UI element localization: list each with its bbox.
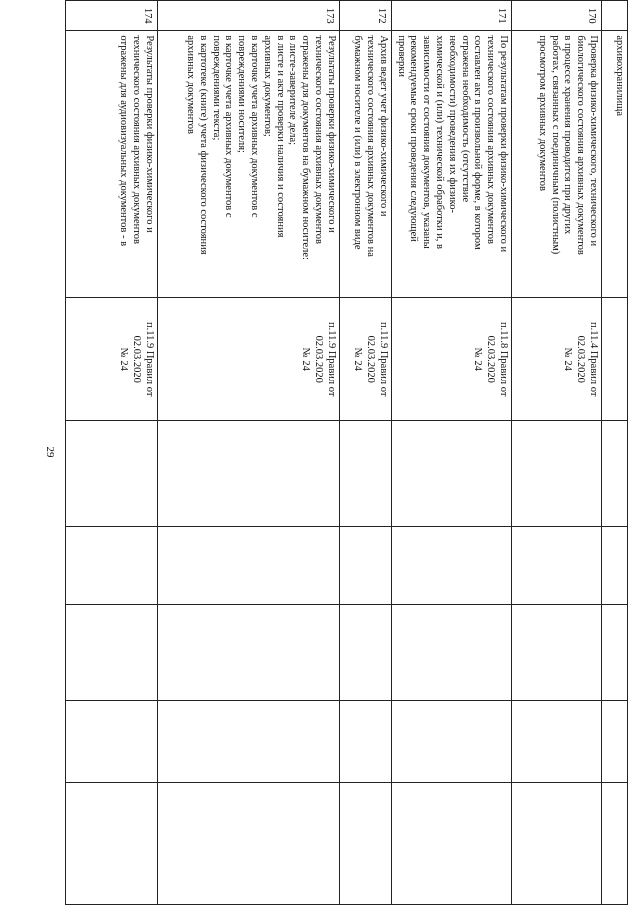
answer-cell [512, 421, 602, 527]
reference-line: № 24 [118, 347, 130, 371]
requirement-text [391, 31, 511, 298]
reference-line: п.11.9 Правил от 02.03.2020 [131, 322, 155, 397]
row-number: 174 [65, 1, 157, 31]
row-number: 172 [339, 1, 391, 31]
legal-reference [339, 298, 391, 421]
table-row [339, 1, 391, 905]
requirement-line: просмотром архивных документов [536, 35, 548, 191]
requirement-line: в процессе хранения проводится при других [562, 35, 574, 235]
reference-line: № 24 [562, 347, 574, 371]
legal-reference [391, 298, 511, 421]
row-number: 170 [512, 1, 602, 31]
reference-line: п.11.8 Правил от 02.03.2020 [485, 322, 509, 397]
requirement-line: отражены для документов на бумажном носителе: [300, 35, 312, 260]
table-row [65, 1, 157, 905]
legal-reference [512, 298, 602, 421]
checklist-table [65, 0, 628, 905]
answer-cell [339, 700, 391, 783]
requirement-line: рекомендуемые сроки проведения следующей [408, 35, 420, 242]
row-number: 171 [391, 1, 511, 31]
requirement-line: в картотеке (книге) учета физического состояния [197, 35, 209, 255]
requirement-text [157, 31, 339, 298]
note-cell [65, 783, 157, 905]
requirement-text [512, 31, 602, 298]
row-number [602, 1, 628, 31]
requirement-line: зависимости от состояния документов, указаны [421, 35, 433, 249]
requirement-line: технического состояния архивных документов [131, 35, 143, 244]
table-row [512, 1, 602, 905]
answer-cell [339, 526, 391, 605]
requirement-line: бумажном носителе и (или) в электронном виде [352, 35, 364, 250]
answer-cell [602, 605, 628, 700]
requirement-line: в карточке учета архивных документов с [249, 35, 261, 218]
requirement-line: Результаты проверки физико-химического и [325, 35, 337, 233]
requirement-line: повреждениями носителя; [236, 35, 248, 153]
answer-cell [391, 421, 511, 527]
legal-reference [157, 298, 339, 421]
answer-cell [65, 421, 157, 527]
page-number: 29 [44, 446, 56, 458]
answer-cell [512, 605, 602, 700]
note-cell [157, 783, 339, 905]
answer-cell [391, 605, 511, 700]
requirement-line: технического состояния архивных документов на [365, 35, 377, 257]
answer-cell [157, 700, 339, 783]
answer-cell [602, 421, 628, 527]
requirement-line: архивных документов; [261, 35, 273, 137]
answer-cell [339, 605, 391, 700]
answer-cell [512, 526, 602, 605]
requirement-line: По результатам проверки физико-химического и [498, 35, 509, 253]
requirement-line: химической и (или) технической обработки и, в [434, 35, 446, 250]
requirement-text [65, 31, 157, 298]
requirement-line: отражена необходимость (отсутствие [459, 35, 471, 203]
reference-line: № 24 [472, 347, 484, 371]
requirement-line: технического состояния архивных документов [485, 35, 497, 244]
note-cell [339, 783, 391, 905]
requirement-line: биологического состояния архивных документов [575, 35, 587, 255]
answer-cell [602, 526, 628, 605]
answer-cell [157, 421, 339, 527]
requirement-line: необходимости) проведения их физико- [446, 35, 458, 213]
note-cell [391, 783, 511, 905]
answer-cell [602, 700, 628, 783]
reference-line: № 24 [352, 347, 364, 371]
answer-cell [391, 700, 511, 783]
note-cell [512, 783, 602, 905]
answer-cell [157, 605, 339, 700]
requirement-line: в листе-заверителе дела; [287, 35, 299, 146]
requirement-text [339, 31, 391, 298]
requirement-line: Архив ведет учет физико-химического и [377, 35, 389, 217]
legal-reference [602, 298, 628, 421]
requirement-line: отражены для аудиовизуальных документов - в [118, 35, 130, 247]
table-row [602, 1, 628, 905]
requirement-line: в карточке учета архивных документов с [223, 35, 235, 218]
table-row [157, 1, 339, 905]
requirement-line: архивных документов [185, 35, 197, 134]
requirement-line: работах, связанных с поединичным (полистным) [549, 35, 561, 255]
requirement-line: в листе и акте проверки наличия и состояния [274, 35, 286, 238]
checklist-sheet [80, 0, 628, 905]
table-row [391, 1, 511, 905]
reference-line: п.11.9 Правил от 02.03.2020 [313, 322, 337, 397]
answer-cell [65, 605, 157, 700]
requirement-line: архивохранилища [614, 35, 625, 117]
answer-cell [339, 421, 391, 527]
requirement-line: повреждениями текста; [210, 35, 222, 141]
requirement-line: Результаты проверки физико-химического и [143, 35, 155, 233]
answer-cell [391, 526, 511, 605]
requirement-line: Проверка физико-химического, технического и [588, 35, 599, 247]
answer-cell [65, 526, 157, 605]
requirement-line: проверки [395, 35, 407, 78]
row-number: 173 [157, 1, 339, 31]
requirement-line: составлен акт в произвольной форме, в котором [472, 35, 484, 250]
reference-line: п.11.4 Правил от 02.03.2020 [575, 322, 599, 397]
requirement-text [602, 31, 628, 298]
answer-cell [157, 526, 339, 605]
note-cell [602, 783, 628, 905]
legal-reference [65, 298, 157, 421]
reference-line: п.11.9 Правил от 02.03.2020 [365, 322, 389, 397]
reference-line: № 24 [300, 347, 312, 371]
answer-cell [512, 700, 602, 783]
answer-cell [65, 700, 157, 783]
requirement-line: технического состояния архивных документов [313, 35, 325, 244]
